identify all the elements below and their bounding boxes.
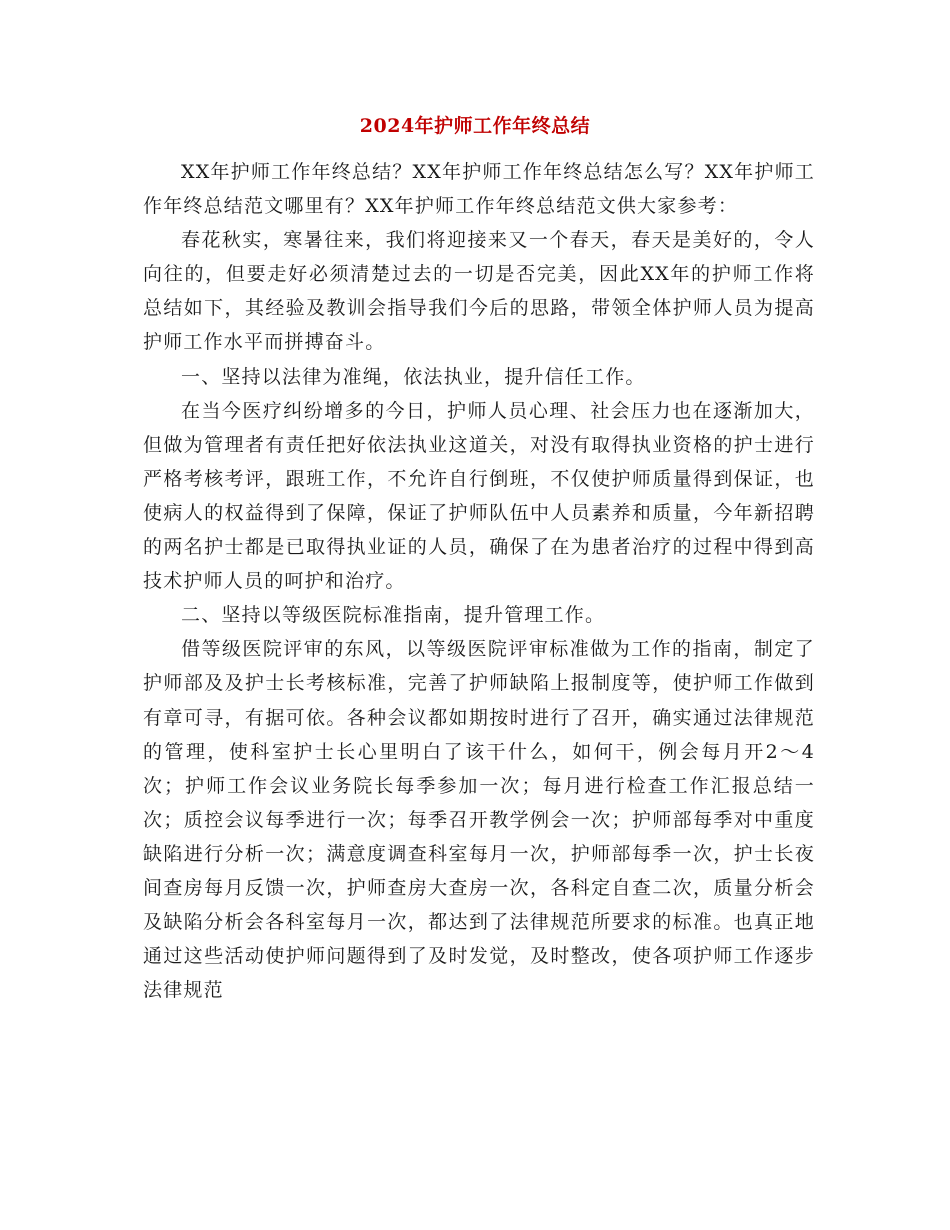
section-2-paragraph: 借等级医院评审的东风，以等级医院评审标准做为工作的指南，制定了护师部及及护士长考核标准，完善了护师缺陷上报制度等，使护师工作做到有章可寻，有据可依。各种会议都如期按时进行了召开，确实通过法律规范的管理，使科室护士长心里明白了该干什么，如何干，例会每月开2～4次；护师工作会议业务院长每季参加一次；每月进行检查工作汇报总结一次；质控会议每季进行一次；每季召开教学例会一次；护师部每季对中重度缺陷进行分析一次；满意度调查科室每月一次，护师部每季一次，护士长夜间查房每月反馈一次，护师查房大查房一次，各科定自查二次，质量分析会及缺陷分析会各科室每月一次，都达到了法律规范所要求的标准。也真正地通过这些活动使护师问题得到了及时发觉，及时整改，使各项护师工作逐步法律规范 <box>143 638 815 1002</box>
section-heading-2: 二、坚持以等级医院标准指南，提升管理工作。 <box>181 604 606 627</box>
intro-paragraph: XX年护师工作年终总结？XX年护师工作年终总结怎么写？XX年护师工作年终总结范文哪里有？XX年护师工作年终总结范文供大家参考： <box>143 161 815 218</box>
section-1-paragraph: 在当今医疗纠纷增多的今日，护师人员心理、社会压力也在逐渐加大，但做为管理者有责任把好依法执业这道关，对没有取得执业资格的护士进行严格考核考评，跟班工作，不允许自行倒班，不仅使护师质量得到保证，也使病人的权益得到了保障，保证了护师队伍中人员素养和质量，今年新招聘的两名护士都是已取得执业证的人员，确保了在为患者治疗的过程中得到高技术护师人员的呵护和治疗。 <box>143 399 815 593</box>
document-title: 2024年护师工作年终总结 <box>359 115 591 137</box>
opening-paragraph: 春花秋实，寒暑往来，我们将迎接来又一个春天，春天是美好的，令人向往的，但要走好必须清楚过去的一切是否完美，因此XX年的护师工作将总结如下，其经验及教训会指导我们今后的思路，带领全体护师人员为提高护师工作水平而拼搏奋斗。 <box>143 229 815 354</box>
section-heading-1: 一、坚持以法律为准绳，依法执业，提升信任工作。 <box>181 365 646 388</box>
document-body <box>143 155 815 1007</box>
